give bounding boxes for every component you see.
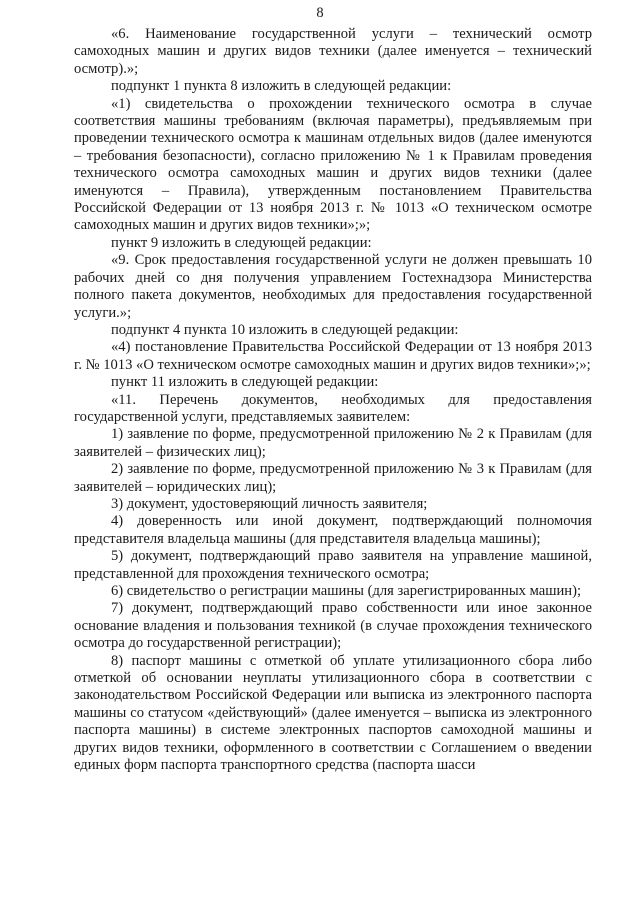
paragraph-subitem-10-4: «4) постановление Правительства Российской Федерации от 13 ноября 2013 г. № 1013 «О техническом осмотре самоходных машин и других видов техники»;»; xyxy=(74,339,592,373)
document-body xyxy=(74,26,592,774)
list-item: 5) документ, подтверждающий право заявителя на управление машиной, представленной для прохождения технического осмотра; xyxy=(74,548,592,582)
list-item: 2) заявление по форме, предусмотренной приложению № 3 к Правилам (для заявителей – юридических лиц); xyxy=(74,461,592,495)
amendment-instruction: подпункт 4 пункта 10 изложить в следующей редакции: xyxy=(111,321,459,338)
paragraph-item-6-title: «6. Наименование государственной услуги – технический осмотр самоходных машин и других видов техники (далее именуется – технический осмотр).»; xyxy=(74,26,592,77)
paragraph-subitem-8-1: «1) свидетельства о прохождении технического осмотра в случае соответствия машины требованиям (включая параметры), предъявляемым при проведении технического осмотра к машинам отдельных видов (далее именуются – требования безопасности), согласно приложению № 1 к Правилам проведения технического осмотра самоходных машин и других видов техники (далее именуются – Правила), утвержденным постановлением Правительства Российской Федерации от 13 ноября 2013 г. № 1013 «О техническом осмотре самоходных машин и других видов техники»;»; xyxy=(74,95,592,234)
list-item: 1) заявление по форме, предусмотренной приложению № 2 к Правилам (для заявителей – физических лиц); xyxy=(74,426,592,460)
list-item: 4) доверенность или иной документ, подтверждающий полномочия представителя владельца машины (для представителя владельца машины); xyxy=(74,513,592,547)
paragraph-item-11: «11. Перечень документов, необходимых для предоставления государственной услуги, представляемых заявителем: xyxy=(74,391,592,425)
page-number: 8 xyxy=(316,5,324,21)
paragraph-item-9: «9. Срок предоставления государственной услуги не должен превышать 10 рабочих дней со дня получения управлением Гостехнадзора Министерства полного пакета документов, необходимых для предоставления государственной услуги.»; xyxy=(74,252,592,321)
list-item: 6) свидетельство о регистрации машины (для зарегистрированных машин); xyxy=(111,583,581,599)
list-item: 7) документ, подтверждающий право собственности или иное законное основание владения и пользования техникой (в случае прохождения технического осмотра до государственной регистрации); xyxy=(74,600,592,652)
amendment-instruction: подпункт 1 пункта 8 изложить в следующей редакции: xyxy=(111,78,452,95)
amendment-instruction: пункт 11 изложить в следующей редакции: xyxy=(111,374,379,391)
list-item: 8) паспорт машины с отметкой об уплате утилизационного сбора либо отметкой об основании неуплаты утилизационного сбора в соответствии с законодательством Российской Федерации или выписка из электронного паспорта машины со статусом «действующий» (далее именуется – выписка из электронного паспорта машины) в системе электронных паспортов самоходной машины и других видов техники, оформленного в соответствии с Соглашением о введении единых форм паспорта транспортного средства (паспорта шасси xyxy=(74,652,592,774)
amendment-instruction: пункт 9 изложить в следующей редакции: xyxy=(111,234,372,251)
list-item: 3) документ, удостоверяющий личность заявителя; xyxy=(111,495,428,512)
